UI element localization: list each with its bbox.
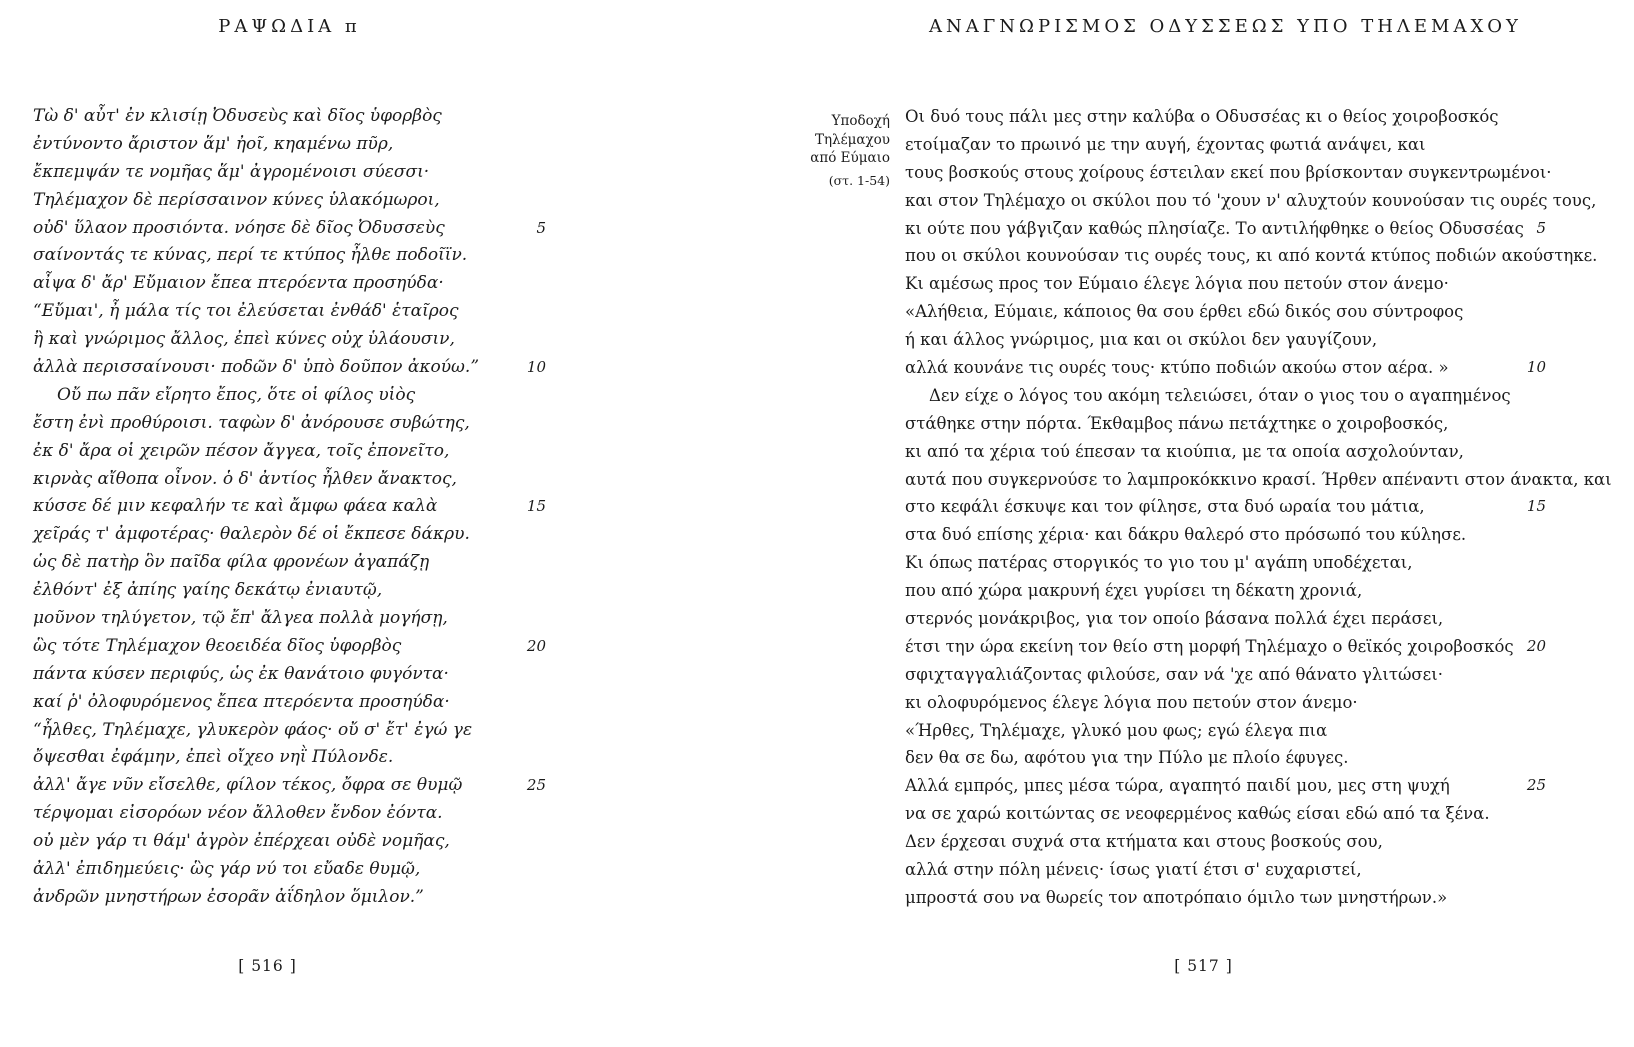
- verse-text: ὡς δὲ πατὴρ ὃν παῖδα φίλα φρονέων ἀγαπάζῃ: [33, 552, 430, 573]
- verse-line: [33, 438, 546, 466]
- verse-text: κι από τα χέρια τού έπεσαν τα κιούπια, με τα οποία ασχολούνταν,: [905, 441, 1464, 461]
- verse-line: [905, 549, 1546, 577]
- verse-line: [33, 354, 546, 382]
- verse-text: Κι όπως πατέρας στοργικός το γιο του μ' αγάπη υποδέχεται,: [905, 553, 1413, 573]
- verse-text: στο κεφάλι έσκυψε και τον φίλησε, στα δυό ωραία του μάτια,: [905, 497, 1425, 517]
- verse-line: [905, 466, 1612, 494]
- verse-line: [33, 326, 546, 354]
- verse-line: [905, 493, 1546, 521]
- verse-text: ἀλλὰ περισσαίνουσι· ποδῶν δ' ὑπὸ δοῦπον ἀκούω.”: [33, 357, 480, 378]
- verse-line: [905, 438, 1546, 466]
- verse-text: τους βοσκούς στους χοίρους έστειλαν εκεί που βρίσκονταν συγκεντρωμένοι·: [905, 162, 1552, 182]
- verse-line: [905, 103, 1546, 131]
- verse-text: ή και άλλος γνώριμος, μια και οι σκύλοι δεν γαυγίζουν,: [905, 330, 1378, 350]
- verse-text: σφιχταγγαλιάζοντας φιλούσε, σαν νά 'χε από θάνατο γλιτώσει·: [905, 664, 1443, 684]
- verse-line: [33, 466, 546, 494]
- verse-line: [33, 242, 546, 270]
- verse-line: [905, 354, 1546, 382]
- verse-line: [905, 800, 1546, 828]
- verse-text: “Εὔμαι', ἦ μάλα τίς τοι ἐλεύσεται ἐνθάδ' ἑταῖρος: [33, 301, 459, 322]
- verse-text: ἢ καὶ γνώριμος ἄλλος, ἐπεὶ κύνες οὐχ ὑλάουσιν,: [33, 329, 455, 350]
- verse-line: [33, 187, 546, 215]
- margin-note-line: Υποδοχή: [831, 113, 890, 129]
- verse-text: αἶψα δ' ἄρ' Εὔμαιον ἔπεα πτερόεντα προσηύδα·: [33, 273, 444, 294]
- verse-line: [905, 131, 1546, 159]
- verse-line: [905, 577, 1546, 605]
- verse-text: μπροστά σου να θωρείς τον αποτρόπαιο όμιλο των μνηστήρων.»: [905, 887, 1448, 907]
- verse-text: ἐντύνοντο ἄριστον ἅμ' ἠοῖ, κηαμένω πῦρ,: [33, 133, 394, 154]
- verse-text: οὐδ' ὕλαον προσιόντα. νόησε δὲ δῖος Ὀδυσσεὺς: [33, 217, 445, 238]
- verse-line: [33, 800, 546, 828]
- verse-line-number: 15: [526, 497, 546, 516]
- verse-text: ὄψεσθαι ἐφάμην, ἐπεὶ οἴχεο νηῒ Πύλονδε.: [33, 747, 394, 768]
- verse-line: [33, 410, 546, 438]
- verse-text: που από χώρα μακρυνή έχει γυρίσει τη δέκατη χρονιά,: [905, 581, 1363, 601]
- verse-line: [905, 215, 1546, 243]
- margin-note-line: Τηλέμαχου: [814, 131, 890, 148]
- verse-line-number: 15: [1526, 497, 1546, 516]
- verse-text: ἀνδρῶν μνηστήρων ἐσορᾶν ἀΐδηλον ὅμιλον.”: [33, 886, 424, 907]
- verse-line: [905, 661, 1546, 689]
- verse-line: [905, 298, 1546, 326]
- verse-text: Δεν έρχεσαι συχνά στα κτήματα και στους βοσκούς σου,: [905, 832, 1383, 852]
- verse-line: [905, 856, 1546, 884]
- verse-line: [905, 382, 1546, 410]
- verse-line: [905, 187, 1597, 215]
- verse-line: [33, 215, 546, 243]
- verse-line: [905, 828, 1546, 856]
- verse-text: πάντα κύσεν περιφύς, ὡς ἐκ θανάτοιο φυγόντα·: [33, 663, 449, 684]
- verse-text: κιρνὰς αἴθοπα οἶνον. ὁ δ' ἀντίος ἦλθεν ἄνακτος,: [33, 468, 457, 489]
- verse-line: [33, 633, 546, 661]
- verse-line: [33, 856, 546, 884]
- verse-line-number: 10: [1526, 358, 1546, 377]
- verse-line: [33, 717, 546, 745]
- verse-text: στερνός μονάκριβος, για τον οποίο βάσανα πολλά έχει περάσει,: [905, 609, 1444, 629]
- verse-text: να σε χαρώ κοιτώντας σε νεοφερμένος καθώς είσαι εδώ από τα ξένα.: [905, 804, 1490, 824]
- verse-line: [33, 828, 546, 856]
- verse-text: “ἦλθες, Τηλέμαχε, γλυκερὸν φάος· οὔ σ' ἔτ' ἐγώ γε: [33, 719, 473, 740]
- verse-text: ὣς τότε Τηλέμαχον θεοειδέα δῖος ὑφορβὸς: [33, 635, 402, 656]
- verse-line-number: 25: [1526, 776, 1546, 795]
- verse-line: [33, 884, 546, 912]
- verse-text: και στον Τηλέμαχο οι σκύλοι που τό 'χουν ν' αλυχτούν κουνούσαν τις ουρές τους,: [905, 190, 1597, 210]
- verse-text: αλλά κουνάνε τις ουρές τους· κτύπο ποδιών ακούω στον αέρα. »: [905, 358, 1449, 378]
- page-right: [905, 0, 1612, 1047]
- verse-text: Τὼ δ' αὖτ' ἐν κλισίῃ Ὀδυσεὺς καὶ δῖος ὑφορβὸς: [33, 106, 442, 126]
- verse-text: καί ῥ' ὀλοφυρόμενος ἔπεα πτερόεντα προσηύδα·: [33, 691, 450, 712]
- verse-line-number: 25: [526, 776, 546, 795]
- left-verse-block: [33, 103, 546, 912]
- verse-text: ἔστη ἐνὶ προθύροισι. ταφὼν δ' ἀνόρουσε συβώτης,: [33, 412, 470, 433]
- verse-line: [905, 744, 1546, 772]
- verse-line: [33, 689, 546, 717]
- verse-line: [33, 744, 546, 772]
- verse-text: κι ολοφυρόμενος έλεγε λόγια που πετούν στον άνεμο·: [905, 692, 1358, 712]
- verse-line: [905, 521, 1546, 549]
- verse-line: [33, 493, 546, 521]
- verse-line-number: 20: [1526, 636, 1546, 655]
- verse-line: [33, 298, 546, 326]
- verse-text: Οι δυό τους πάλι μες στην καλύβα ο Οδυσσέας κι ο θείος χοιροβοσκός: [905, 107, 1499, 126]
- verse-text: στα δυό επίσης χέρια· και δάκρυ θαλερό στο πρόσωπό του κύλησε.: [905, 525, 1467, 545]
- margin-note-line: (στ. 1-54): [828, 172, 890, 188]
- verse-text: ἀλλ' ἐπιδημεύεις· ὣς γάρ νύ τοι εὔαδε θυμῷ,: [33, 859, 421, 880]
- verse-text: «Αλήθεια, Εύμαιε, κάποιος θα σου έρθει εδώ δικός σου σύντροφος: [905, 302, 1464, 322]
- verse-text: χεῖράς τ' ἀμφοτέρας· θαλερὸν δέ οἱ ἔκπεσε δάκρυ.: [33, 524, 470, 545]
- verse-line: [905, 410, 1546, 438]
- verse-line: [33, 521, 546, 549]
- verse-line-number: 20: [526, 636, 546, 655]
- verse-text: που οι σκύλοι κουνούσαν τις ουρές τους, κι από κοντά κτύπος ποδιών ακούστηκε.: [905, 246, 1598, 266]
- verse-text: ετοίμαζαν το πρωινό με την αυγή, έχοντας φωτιά ανάψει, και: [905, 134, 1426, 154]
- verse-text: κι ούτε που γάβγιζαν καθώς πλησίαζε. Το αντιλήφθηκε ο θείος Οδυσσέας: [905, 218, 1524, 238]
- verse-line: [33, 159, 546, 187]
- verse-line-number: 5: [536, 218, 546, 237]
- verse-line: [905, 326, 1546, 354]
- verse-line: [33, 549, 546, 577]
- verse-line: [33, 270, 546, 298]
- margin-note: [760, 112, 890, 190]
- verse-text: αλλά στην πόλη μένεις· ίσως γιατί έτσι σ' ευχαριστεί,: [905, 860, 1362, 880]
- verse-line-number: 10: [526, 358, 546, 377]
- verse-text: Αλλά εμπρός, μπες μέσα τώρα, αγαπητό παιδί μου, μες στη ψυχή: [905, 776, 1450, 796]
- verse-text: κύσσε δέ μιν κεφαλήν τε καὶ ἄμφω φάεα καλὰ: [33, 496, 438, 517]
- verse-line: [33, 131, 546, 159]
- margin-note-line: από Εύμαιο: [810, 150, 890, 166]
- verse-text: τέρψομαι εἰσορόων νέον ἄλλοθεν ἔνδον ἐόντα.: [33, 803, 443, 824]
- verse-line: [33, 382, 546, 410]
- verse-text: οὐ μὲν γάρ τι θάμ' ἀγρὸν ἐπέρχεαι οὐδὲ νομῆας,: [33, 831, 450, 852]
- verse-line: [905, 159, 1552, 187]
- verse-text: στάθηκε στην πόρτα. Έκθαμβος πάνω πετάχτηκε ο χοιροβοσκός,: [905, 413, 1449, 433]
- verse-line: [905, 605, 1546, 633]
- verse-text: Κι αμέσως προς τον Εύμαιο έλεγε λόγια που πετούν στον άνεμο·: [905, 274, 1449, 294]
- verse-line: [905, 772, 1546, 800]
- verse-text: δεν θα σε δω, αφότου για την Πύλο με πλοίο έφυγες.: [905, 748, 1349, 768]
- verse-text: Τηλέμαχον δὲ περίσσαινον κύνες ὑλακόμωροι,: [33, 189, 440, 210]
- verse-text: μοῦνον τηλύγετον, τῷ ἔπ' ἄλγεα πολλὰ μογήσῃ,: [33, 608, 448, 629]
- verse-line: [33, 772, 546, 800]
- verse-text: «Ήρθες, Τηλέμαχε, γλυκό μου φως; εγώ έλεγα πια: [905, 720, 1328, 740]
- page-left: [33, 0, 546, 1047]
- verse-text: ἔκπεμψάν τε νομῆας ἅμ' ἀγρομένοισι σύεσσι·: [33, 161, 430, 182]
- verse-text: έτσι την ώρα εκείνη τον θείο στη μορφή Τηλέμαχο ο θεϊκός χοιροβοσκός: [905, 636, 1514, 656]
- verse-text: Δεν είχε ο λόγος του ακόμη τελειώσει, όταν ο γιος του ο αγαπημένος: [929, 385, 1511, 405]
- verse-text: αυτά που συγκερνούσε το λαμπροκόκκινο κρασί. Ήρθεν απέναντι στον άνακτα, και: [905, 469, 1612, 489]
- right-page-number: [ 517 ]: [1174, 957, 1233, 975]
- verse-text: ἐλθόντ' ἐξ ἀπίης γαίης δεκάτῳ ἐνιαυτῷ,: [33, 580, 383, 601]
- verse-text: σαίνοντάς τε κύνας, περί τε κτύπος ἦλθε ποδοῖϊν.: [33, 245, 468, 266]
- verse-line: [905, 633, 1546, 661]
- right-verse-block: [905, 103, 1612, 912]
- verse-line: [33, 605, 546, 633]
- verse-line: [905, 884, 1546, 912]
- verse-text: ἐκ δ' ἄρα οἱ χειρῶν πέσον ἄγγεα, τοῖς ἐπονεῖτο,: [33, 440, 450, 461]
- left-running-header: ΡΑΨΩΔΙΑ π: [218, 16, 361, 37]
- verse-line-number: 5: [1536, 218, 1546, 237]
- verse-line: [33, 577, 546, 605]
- verse-text: Οὔ πω πᾶν εἴρητο ἔπος, ὅτε οἱ φίλος υἱὸς: [57, 384, 416, 405]
- verse-line: [905, 689, 1546, 717]
- right-running-header: ΑΝΑΓΝΩΡΙΣΜΟΣ ΟΔΥΣΣΕΩΣ ΥΠΟ ΤΗΛΕΜΑΧΟΥ: [929, 16, 1522, 37]
- verse-line: [905, 270, 1546, 298]
- verse-line: [33, 103, 546, 131]
- verse-line: [905, 242, 1598, 270]
- left-page-number: [ 516 ]: [238, 957, 297, 975]
- verse-line: [33, 661, 546, 689]
- verse-text: ἀλλ' ἄγε νῦν εἴσελθε, φίλον τέκος, ὄφρα σε θυμῷ: [33, 775, 463, 796]
- verse-line: [905, 717, 1546, 745]
